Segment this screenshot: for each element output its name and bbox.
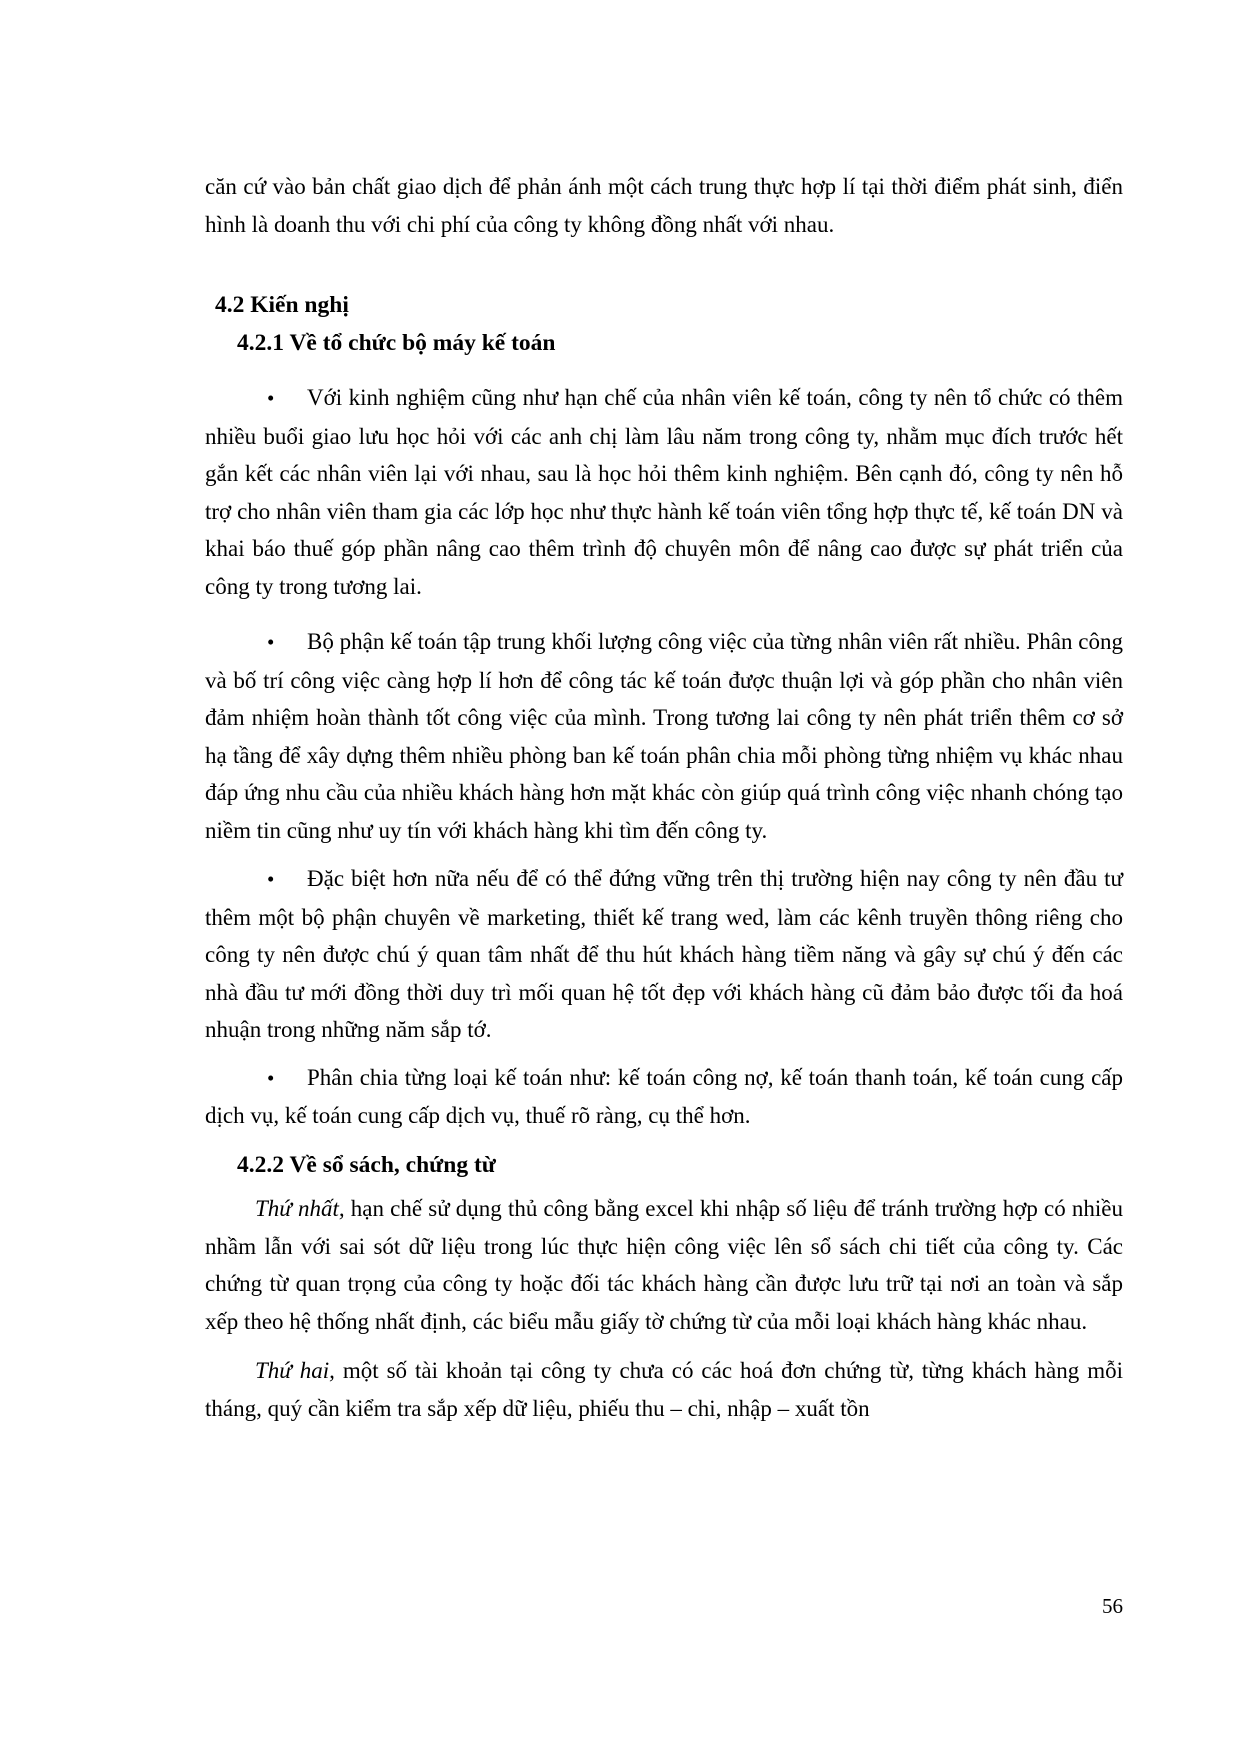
subsection-heading-4-2-1: 4.2.1 Về tổ chức bộ máy kế toán xyxy=(237,329,556,356)
bullet-item-1-text: Với kinh nghiệm cũng như hạn chế của nhân viên kế toán, công ty nên tổ chức có thêm nhiều buổi giao lưu học hỏi với các anh chị làm lâu năm trong công ty, nhằm mục đích trước hết gắn kết các nhân viên lại với nhau, sau là học hỏi thêm kinh nghiệm. Bên cạnh đó, công ty nên hỗ trợ cho nhân viên tham gia các lớp học như thực hành kế toán viên tổng hợp thực tế, kế toán DN và khai báo thuế góp phần nâng cao thêm trình độ chuyên môn để nâng cao được sự phát triển của công ty trong tương lai. xyxy=(205,385,1123,599)
page-content xyxy=(205,168,1123,1427)
italic-lead-thu-nhat: Thứ nhất, xyxy=(255,1196,345,1221)
bullet-item-4 xyxy=(205,1059,1123,1135)
bullet-icon: • xyxy=(267,867,275,891)
paragraph-thu-nhat-text: hạn chế sử dụng thủ công bằng excel khi nhập số liệu để tránh trường hợp có nhiều nhầm lẫn với sai sót dữ liệu trong lúc thực hiện công việc lên sổ sách chi tiết của công ty. Các chứng từ quan trọng của công ty hoặc đối tác khách hàng cần được lưu trữ tại nơi an toàn và sắp xếp theo hệ thống nhất định, các biểu mẫu giấy tờ chứng từ của mỗi loại khách hàng khác nhau. xyxy=(205,1196,1123,1334)
italic-lead-thu-hai: Thứ hai, xyxy=(255,1358,335,1383)
paragraph-thu-hai xyxy=(205,1352,1123,1427)
bullet-icon: • xyxy=(267,630,275,654)
paragraph-thu-nhat xyxy=(205,1190,1123,1340)
bullet-icon: • xyxy=(267,386,275,410)
bullet-item-2-text: Bộ phận kế toán tập trung khối lượng công việc của từng nhân viên rất nhiều. Phân công và bố trí công việc càng hợp lí hơn để công tác kế toán được thuận lợi và góp phần cho nhân viên đảm nhiệm hoàn thành tốt công việc của mình. Trong tương lai công ty nên phát triển thêm cơ sở hạ tầng để xây dựng thêm nhiều phòng ban kế toán phân chia mỗi phòng từng nhiệm vụ khác nhau đáp ứng nhu cầu của nhiều khách hàng hơn mặt khác còn giúp quá trình công việc nhanh chóng tạo niềm tin cũng như uy tín với khách hàng khi tìm đến công ty. xyxy=(205,629,1123,843)
bullet-item-3 xyxy=(205,860,1123,1049)
continued-paragraph: căn cứ vào bản chất giao dịch để phản ánh một cách trung thực hợp lí tại thời điểm phát sinh, điển hình là doanh thu với chi phí của công ty không đồng nhất với nhau. xyxy=(205,174,1123,237)
bullet-item-1 xyxy=(205,379,1123,605)
paragraph-thu-hai-text: một số tài khoản tại công ty chưa có các hoá đơn chứng từ, từng khách hàng mỗi tháng, quý cần kiểm tra sắp xếp dữ liệu, phiếu thu – chi, nhập – xuất tồn xyxy=(205,1358,1123,1421)
bullet-icon: • xyxy=(267,1065,275,1090)
bullet-item-2 xyxy=(205,623,1123,849)
bullet-item-3-text: Đặc biệt hơn nữa nếu để có thể đứng vững trên thị trường hiện nay công ty nên đầu tư thêm một bộ phận chuyên về marketing, thiết kế trang wed, làm các kênh truyền thông riêng cho công ty nên được chú ý quan tâm nhất để thu hút khách hàng tiềm năng và gây sự chú ý đến các nhà đầu tư mới đồng thời duy trì mối quan hệ tốt đẹp với khách hàng cũ đảm bảo được tối đa hoá nhuận trong những năm sắp tớ. xyxy=(205,866,1123,1042)
bullet-item-4-text: Phân chia từng loại kế toán như: kế toán công nợ, kế toán thanh toán, kế toán cung cấp dịch vụ, kế toán cung cấp dịch vụ, thuế rõ ràng, cụ thể hơn. xyxy=(205,1064,1123,1128)
page-number: 56 xyxy=(1102,1594,1123,1618)
section-heading-4-2: 4.2 Kiến nghị xyxy=(215,292,349,318)
subsection-heading-4-2-2: 4.2.2 Về sổ sách, chứng từ xyxy=(237,1151,496,1178)
